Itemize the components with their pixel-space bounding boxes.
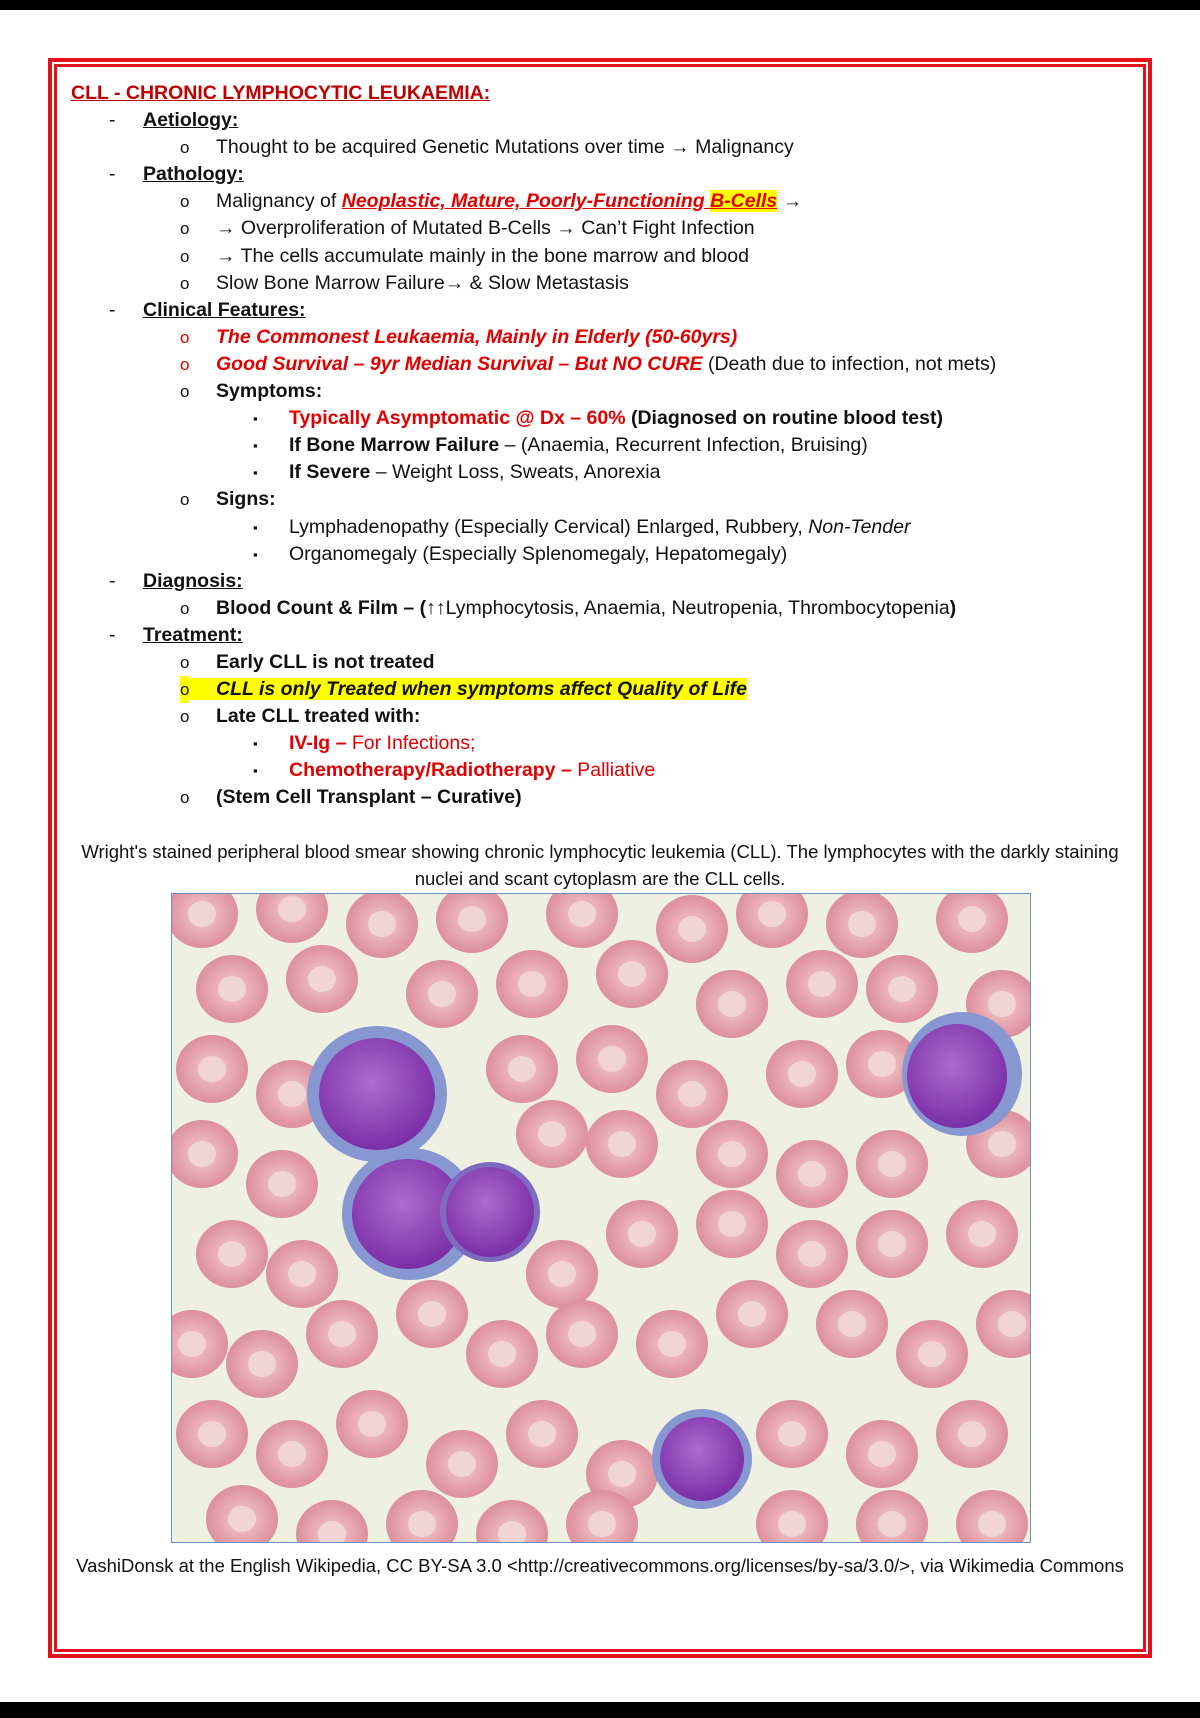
red-blood-cell-pallor xyxy=(218,1241,246,1267)
red-blood-cell-pallor xyxy=(628,1221,656,1247)
list-item: ▪ Chemotherapy/Radiotherapy – Palliative xyxy=(71,757,1131,784)
list-item: ▪ If Bone Marrow Failure – (Anaemia, Recurrent Infection, Bruising) xyxy=(71,432,1131,459)
red-blood-cell-pallor xyxy=(958,906,986,932)
page-title: CLL - CHRONIC LYMPHOCYTIC LEUKAEMIA: xyxy=(71,82,491,104)
list-item-highlighted: o CLL is only Treated when symptoms affect Quality of Life xyxy=(71,676,1131,703)
blood-smear-illustration xyxy=(172,894,1030,1542)
section-treatment: - Treatment: xyxy=(71,622,1131,649)
red-blood-cell-pallor xyxy=(288,1261,316,1287)
red-blood-cell-pallor xyxy=(778,1421,806,1447)
red-blood-cell-pallor xyxy=(608,1461,636,1487)
circle-bullet-icon: o xyxy=(180,676,189,703)
red-blood-cell-pallor xyxy=(248,1351,276,1377)
section-aetiology: - Aetiology: xyxy=(71,107,1131,134)
circle-bullet-icon: o xyxy=(180,327,190,347)
list-item-symptoms: o Symptoms: xyxy=(71,378,1131,405)
red-blood-cell-pallor xyxy=(368,911,396,937)
red-blood-cell-pallor xyxy=(758,901,786,927)
list-item: o Thought to be acquired Genetic Mutations over time → Malignancy xyxy=(71,134,1131,161)
square-bullet-icon: ▪ xyxy=(253,763,258,779)
red-blood-cell-pallor xyxy=(328,1321,356,1347)
red-blood-cell-pallor xyxy=(678,916,706,942)
red-blood-cell-pallor xyxy=(878,1151,906,1177)
red-blood-cell-pallor xyxy=(598,1046,626,1072)
list-item-signs: o Signs: xyxy=(71,486,1131,513)
red-blood-cell-pallor xyxy=(878,1511,906,1537)
circle-bullet-icon: o xyxy=(180,788,190,808)
list-item: o → Overproliferation of Mutated B-Cells → Can’t Fight Infection xyxy=(71,215,1131,242)
image-caption: Wright's stained peripheral blood smear showing chronic lymphocytic leukemia (CLL). The lymphocytes with the darkly staining nuclei and scant cytoplasm are the CLL cells. xyxy=(81,841,1119,889)
red-blood-cell-pallor xyxy=(608,1131,636,1157)
dash-bullet-icon: - xyxy=(109,569,116,592)
red-blood-cell-pallor xyxy=(178,1331,206,1357)
red-blood-cell-pallor xyxy=(528,1421,556,1447)
blood-smear-image xyxy=(171,893,1031,1543)
dash-bullet-icon: - xyxy=(109,163,116,186)
square-bullet-icon: ▪ xyxy=(253,411,258,427)
square-bullet-icon: ▪ xyxy=(253,736,258,752)
list-item: o Blood Count & Film – (↑↑Lymphocytosis, Anaemia, Neutropenia, Thrombocytopenia) xyxy=(71,595,1131,622)
circle-bullet-icon: o xyxy=(180,192,190,212)
section-clinical-features: - Clinical Features: xyxy=(71,297,1131,324)
red-blood-cell-pallor xyxy=(588,1511,616,1537)
list-item: ▪ Typically Asymptomatic @ Dx – 60% (Diagnosed on routine blood test) xyxy=(71,405,1131,432)
red-blood-cell-pallor xyxy=(428,981,456,1007)
image-attribution: VashiDonsk at the English Wikipedia, CC BY-SA 3.0 <http://creativecommons.org/licenses/by-sa/3.0/>, via Wikimedia Commons xyxy=(76,1555,1124,1576)
red-blood-cell-pallor xyxy=(518,971,546,997)
circle-bullet-icon: o xyxy=(180,382,190,402)
list-item: o (Stem Cell Transplant – Curative) xyxy=(71,784,1131,811)
red-blood-cell-pallor xyxy=(958,1421,986,1447)
notes-content xyxy=(71,80,1131,812)
red-blood-cell-pallor xyxy=(278,1441,306,1467)
section-pathology: - Pathology: xyxy=(71,161,1131,188)
red-blood-cell-pallor xyxy=(788,1061,816,1087)
dash-bullet-icon: - xyxy=(109,298,116,321)
red-blood-cell-pallor xyxy=(488,1341,516,1367)
list-item: o Good Survival – 9yr Median Survival – But NO CURE (Death due to infection, not mets) xyxy=(71,351,1131,378)
circle-bullet-icon: o xyxy=(180,652,190,672)
red-blood-cell-pallor xyxy=(278,1081,306,1107)
red-blood-cell-pallor xyxy=(868,1051,896,1077)
square-bullet-icon: ▪ xyxy=(253,546,258,562)
red-blood-cell-pallor xyxy=(618,961,646,987)
red-blood-cell-pallor xyxy=(538,1121,566,1147)
list-item: o Late CLL treated with: xyxy=(71,703,1131,730)
red-blood-cell-pallor xyxy=(418,1301,446,1327)
document-page xyxy=(0,10,1200,1702)
circle-bullet-icon: o xyxy=(180,707,190,727)
red-blood-cell-pallor xyxy=(718,1211,746,1237)
red-blood-cell-pallor xyxy=(308,966,336,992)
red-blood-cell-pallor xyxy=(548,1261,576,1287)
red-blood-cell-pallor xyxy=(408,1511,436,1537)
dash-bullet-icon: - xyxy=(109,623,116,646)
red-blood-cell-pallor xyxy=(188,1141,216,1167)
red-blood-cell-pallor xyxy=(998,1311,1026,1337)
square-bullet-icon: ▪ xyxy=(253,519,258,535)
list-item: ▪ Organomegaly (Especially Splenomegaly, Hepatomegaly) xyxy=(71,541,1131,568)
red-blood-cell-pallor xyxy=(568,1321,596,1347)
red-blood-cell-pallor xyxy=(868,1441,896,1467)
list-item: ▪ IV-Ig – For Infections; xyxy=(71,730,1131,757)
red-blood-cell-pallor xyxy=(198,1421,226,1447)
list-item: o Early CLL is not treated xyxy=(71,649,1131,676)
red-blood-cell-pallor xyxy=(988,991,1016,1017)
red-blood-cell-pallor xyxy=(188,901,216,927)
circle-bullet-icon: o xyxy=(180,246,190,266)
red-blood-cell-pallor xyxy=(218,976,246,1002)
circle-bullet-icon: o xyxy=(180,490,190,510)
red-blood-cell-pallor xyxy=(968,1221,996,1247)
red-blood-cell-pallor xyxy=(798,1241,826,1267)
red-blood-cell-pallor xyxy=(228,1506,256,1532)
circle-bullet-icon: o xyxy=(180,138,190,158)
red-blood-cell-pallor xyxy=(878,1231,906,1257)
red-blood-cell-pallor xyxy=(738,1301,766,1327)
dash-bullet-icon: - xyxy=(109,109,116,132)
red-blood-cell-pallor xyxy=(838,1311,866,1337)
red-blood-cell-pallor xyxy=(358,1411,386,1437)
list-item: ▪ Lymphadenopathy (Especially Cervical) Enlarged, Rubbery, Non-Tender xyxy=(71,514,1131,541)
red-blood-cell-pallor xyxy=(988,1131,1016,1157)
red-blood-cell-pallor xyxy=(508,1056,536,1082)
red-blood-cell-pallor xyxy=(198,1056,226,1082)
list-item: o → The cells accumulate mainly in the bone marrow and blood xyxy=(71,243,1131,270)
red-blood-cell-pallor xyxy=(718,991,746,1017)
square-bullet-icon: ▪ xyxy=(253,438,258,454)
circle-bullet-icon: o xyxy=(180,598,190,618)
red-blood-cell-pallor xyxy=(658,1331,686,1357)
red-blood-cell-pallor xyxy=(848,911,876,937)
red-blood-cell-pallor xyxy=(888,976,916,1002)
red-blood-cell-pallor xyxy=(448,1451,476,1477)
red-blood-cell-pallor xyxy=(798,1161,826,1187)
list-item: ▪ If Severe – Weight Loss, Sweats, Anorexia xyxy=(71,459,1131,486)
red-blood-cell-pallor xyxy=(978,1511,1006,1537)
square-bullet-icon: ▪ xyxy=(253,465,258,481)
red-blood-cell-pallor xyxy=(718,1141,746,1167)
list-item: o Slow Bone Marrow Failure→ & Slow Metastasis xyxy=(71,270,1131,297)
circle-bullet-icon: o xyxy=(180,219,190,239)
list-item: o The Commonest Leukaemia, Mainly in Elderly (50-60yrs) xyxy=(71,324,1131,351)
red-blood-cell-pallor xyxy=(678,1081,706,1107)
red-blood-cell-pallor xyxy=(918,1341,946,1367)
red-blood-cell-pallor xyxy=(278,896,306,922)
red-blood-cell-pallor xyxy=(268,1171,296,1197)
section-diagnosis: - Diagnosis: xyxy=(71,568,1131,595)
red-blood-cell-pallor xyxy=(778,1511,806,1537)
circle-bullet-icon: o xyxy=(180,354,190,374)
red-blood-cell-pallor xyxy=(568,901,596,927)
red-blood-cell-pallor xyxy=(808,971,836,997)
list-item: o Malignancy of Neoplastic, Mature, Poorly-Functioning B-Cells → xyxy=(71,188,1131,215)
red-blood-cell-pallor xyxy=(458,906,486,932)
circle-bullet-icon: o xyxy=(180,273,190,293)
